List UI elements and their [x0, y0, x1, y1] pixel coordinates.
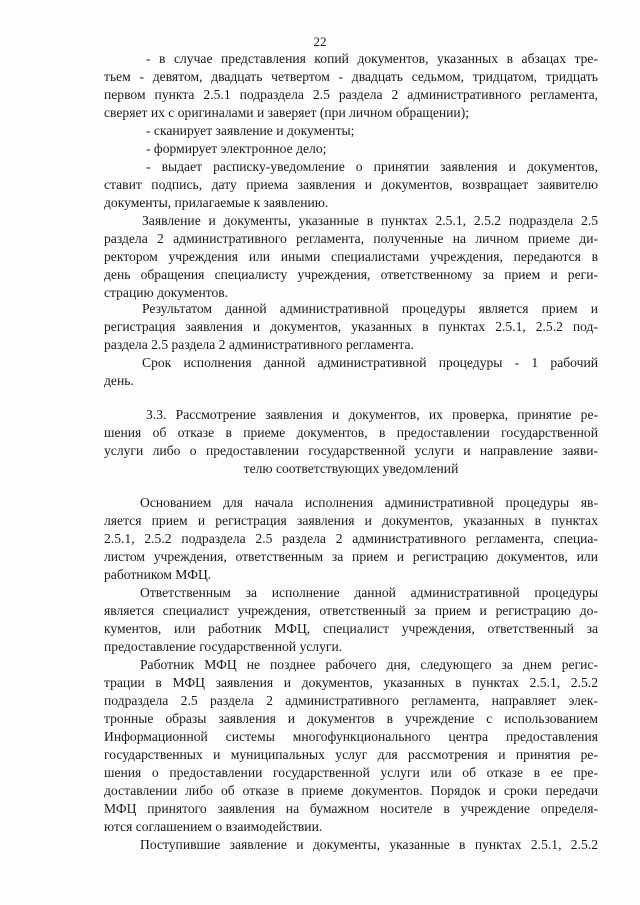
text-line: документы, прилагаемые к заявлению.: [104, 195, 329, 210]
text-line: Заявление и документы, указанные в пунктах 2.5.1, 2.5.2 подраздела 2.5: [142, 213, 598, 228]
text-line: является специалист учреждения, ответственный за прием и регистрацию до-: [104, 603, 598, 618]
text-line: - формирует электронное дело;: [146, 141, 327, 156]
text-line: Основанием для начала исполнения административной процедуры яв-: [140, 495, 598, 510]
text-line: подраздела 2.5 раздела 2 административного регламента, направляет элек-: [104, 693, 598, 708]
section-heading-line: 3.3. Рассмотрение заявления и документов, их проверка, принятие ре-: [146, 407, 598, 422]
text-line: листом учреждения, ответственным за прием и регистрацию документов, или: [104, 549, 598, 564]
text-line: Информационной системы многофункционального центра предоставления: [104, 729, 598, 744]
text-line: 2.5.1, 2.5.2 подраздела 2.5 раздела 2 административного регламента, специа-: [104, 531, 598, 546]
page-number: 22: [313, 34, 327, 49]
text-line: первом пункта 2.5.1 подраздела 2.5 раздела 2 административного регламента,: [104, 87, 598, 102]
text-line: - выдает расписку-уведомление о принятии заявления и документов,: [146, 159, 598, 174]
text-line: сверяет их с оригиналами и заверяет (при личном обращении);: [104, 105, 469, 120]
text-line: трации в МФЦ заявления и документов, указанных в пунктах 2.5.1, 2.5.2: [104, 675, 598, 690]
text-line: Ответственным за исполнение данной административной процедуры: [140, 585, 598, 600]
text-line: - сканирует заявление и документы;: [146, 123, 355, 138]
text-line: предоставление государственной услуги.: [104, 639, 343, 654]
text-line: день обращения специалисту учреждения, ответственному за прием и реги-: [104, 267, 598, 282]
text-line: ректором учреждения или иными специалистами учреждения, передаются в: [104, 249, 598, 264]
section-heading-line: шения об отказе в приеме документов, в предоставлении государственной: [104, 425, 598, 440]
text-line: ставит подпись, дату приема заявления и документов, возвращает заявителю: [104, 177, 598, 192]
text-line: раздела 2 административного регламента, полученные на личном приеме ди-: [104, 231, 598, 246]
text-line: кументов, или работник МФЦ, специалист учреждения, ответственный за: [104, 621, 598, 636]
text-line: МФЦ принятого заявления на бумажном носителе в учреждение определя-: [104, 801, 598, 816]
section-heading-line: услуги либо о предоставлении государственной услуги и направление заяви-: [104, 443, 598, 458]
text-line: день.: [104, 373, 134, 388]
text-line: Работник МФЦ не позднее рабочего дня, следующего за днем регис-: [140, 657, 598, 672]
text-line: Срок исполнения данной административной процедуры - 1 рабочий: [142, 355, 598, 370]
text-line: Поступившие заявление и документы, указанные в пунктах 2.5.1, 2.5.2: [140, 837, 598, 852]
text-line: Результатом данной административной процедуры является прием и: [142, 301, 598, 316]
text-line: тьем - девятом, двадцать четвертом - двадцать седьмом, тридцатом, тридцать: [104, 69, 598, 84]
text-line: ляется прием и регистрация заявления и документов, указанных в пунктах: [104, 513, 598, 528]
text-line: шения о предоставлении государственной услуги или об отказе в ее пре-: [104, 765, 598, 780]
text-line: - в случае представления копий документов, указанных в абзацах тре-: [146, 51, 598, 66]
section-heading-line: телю соответствующих уведомлений: [243, 461, 459, 476]
text-line: доставлении либо об отказе в приеме документов. Порядок и сроки передачи: [104, 783, 598, 798]
text-line: раздела 2.5 раздела 2 административного регламента.: [104, 337, 414, 352]
text-line: работником МФЦ.: [104, 567, 212, 582]
text-line: государственных и муниципальных услуг для рассмотрения и принятия ре-: [104, 747, 598, 762]
text-line: регистрация заявления и документов, указанных в пунктах 2.5.1, 2.5.2 под-: [104, 319, 598, 334]
text-line: тронные образы заявления и документов в учреждение с использованием: [104, 711, 598, 726]
text-line: ются соглашением о взаимодействии.: [104, 819, 323, 834]
text-line: страцию документов.: [104, 285, 229, 300]
